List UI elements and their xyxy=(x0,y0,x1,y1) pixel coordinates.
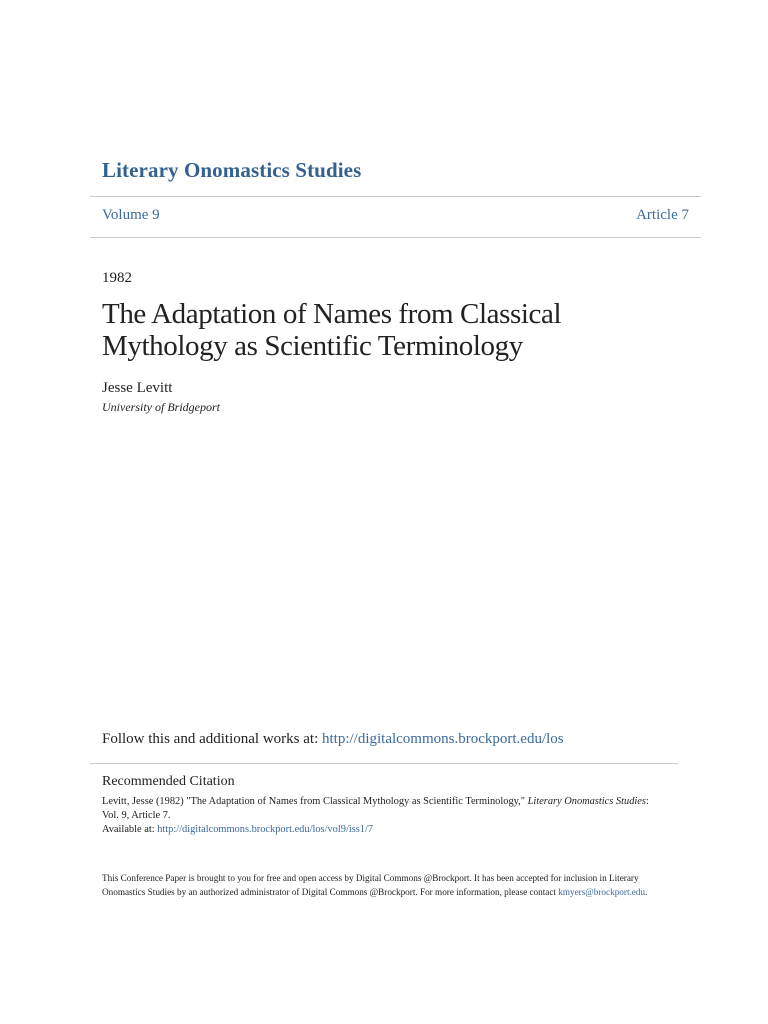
footer-text: This Conference Paper is brought to you for free and open access by Digital Commons @Brockport. It has been accepted for inclusion in Literary Onomastics Studies by an authorized administrator of Digital Commons @Brockport. For more information, please contact xyxy=(102,873,639,897)
article-url-link[interactable]: http://digitalcommons.brockport.edu/los/vol9/iss1/7 xyxy=(157,824,374,835)
citation-heading: Recommended Citation xyxy=(102,774,235,789)
repository-link[interactable]: http://digitalcommons.brockport.edu/los xyxy=(321,731,564,747)
footer-period: . xyxy=(645,887,648,897)
publication-year: 1982 xyxy=(102,270,132,286)
journal-title[interactable]: Literary Onomastics Studies xyxy=(102,158,362,182)
volume-link[interactable]: Volume 9 xyxy=(102,207,160,223)
citation-journal: Literary Onomastics Studies xyxy=(527,796,646,807)
footer-note xyxy=(102,871,682,899)
contact-email-link[interactable]: kmyers@brockport.edu xyxy=(558,887,646,897)
header-bottom-divider xyxy=(90,237,701,238)
author-affiliation: University of Bridgeport xyxy=(102,400,220,414)
author-name: Jesse Levitt xyxy=(102,380,173,396)
citation-divider xyxy=(90,763,678,764)
follow-label: Follow this and additional works at: xyxy=(102,731,322,747)
header-top-divider xyxy=(90,196,701,197)
citation-body xyxy=(102,795,668,837)
citation-volume: : Vol. 9, Article 7. xyxy=(102,796,649,821)
follow-line xyxy=(102,731,564,748)
paper-title: The Adaptation of Names from Classical Mythology as Scientific Terminology xyxy=(102,298,562,362)
article-link[interactable]: Article 7 xyxy=(636,207,689,223)
available-label: Available at: xyxy=(102,824,158,835)
citation-text: Levitt, Jesse (1982) "The Adaptation of Names from Classical Mythology as Scientific Terminology," xyxy=(102,796,528,807)
